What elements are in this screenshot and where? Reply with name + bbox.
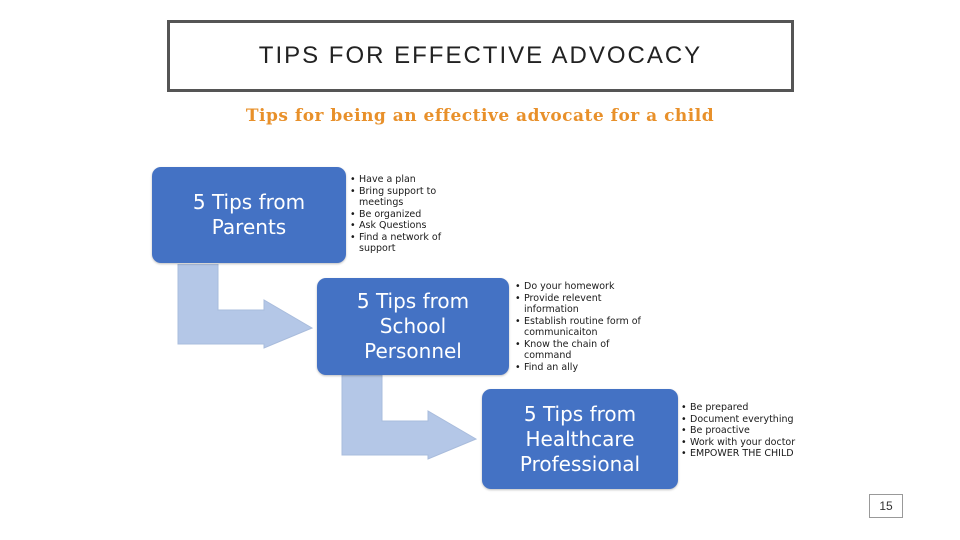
- page-number: 15: [869, 494, 903, 518]
- tips-list-parents: [350, 174, 462, 255]
- tip-item: • Have a plan: [350, 174, 462, 186]
- step-box-healthcare-professional: [482, 389, 678, 489]
- tips-list-healthcare-professional: [681, 402, 826, 460]
- tip-item: • Be proactive: [681, 425, 826, 437]
- step-box-school-personnel: [317, 278, 509, 375]
- tip-item: • Document everything: [681, 414, 826, 426]
- tip-item: • Ask Questions: [350, 220, 462, 232]
- tips-list-school-personnel: [515, 281, 647, 373]
- step-heading: 5 Tips from Healthcare Professional: [519, 401, 641, 476]
- slide-title-box: [167, 20, 794, 92]
- tip-item: • Be prepared: [681, 402, 826, 414]
- tip-item: • Provide relevent information: [515, 293, 647, 316]
- tip-item: • Establish routine form of communicaiton: [515, 316, 647, 339]
- step-heading: 5 Tips from School Personnel: [356, 289, 470, 363]
- bent-arrow-2: [340, 375, 480, 461]
- tip-item: • Do your homework: [515, 281, 647, 293]
- tip-item: • Find a network of support: [350, 232, 462, 255]
- tip-item: • Work with your doctor: [681, 437, 826, 449]
- tip-item: • Be organized: [350, 209, 462, 221]
- tip-item: • Know the chain of command: [515, 339, 647, 362]
- slide-title: TIPS FOR EFFECTIVE ADVOCACY: [258, 42, 703, 69]
- tip-item: • Find an ally: [515, 362, 647, 374]
- bent-arrow-1: [176, 264, 316, 350]
- tip-item: • Bring support to meetings: [350, 186, 462, 209]
- step-heading: 5 Tips from Parents: [192, 190, 306, 239]
- step-box-parents: [152, 167, 346, 263]
- tip-item: • EMPOWER THE CHILD: [681, 448, 826, 460]
- slide-subtitle: Tips for being an effective advocate for a child: [245, 106, 715, 126]
- step-process-diagram: [150, 160, 830, 495]
